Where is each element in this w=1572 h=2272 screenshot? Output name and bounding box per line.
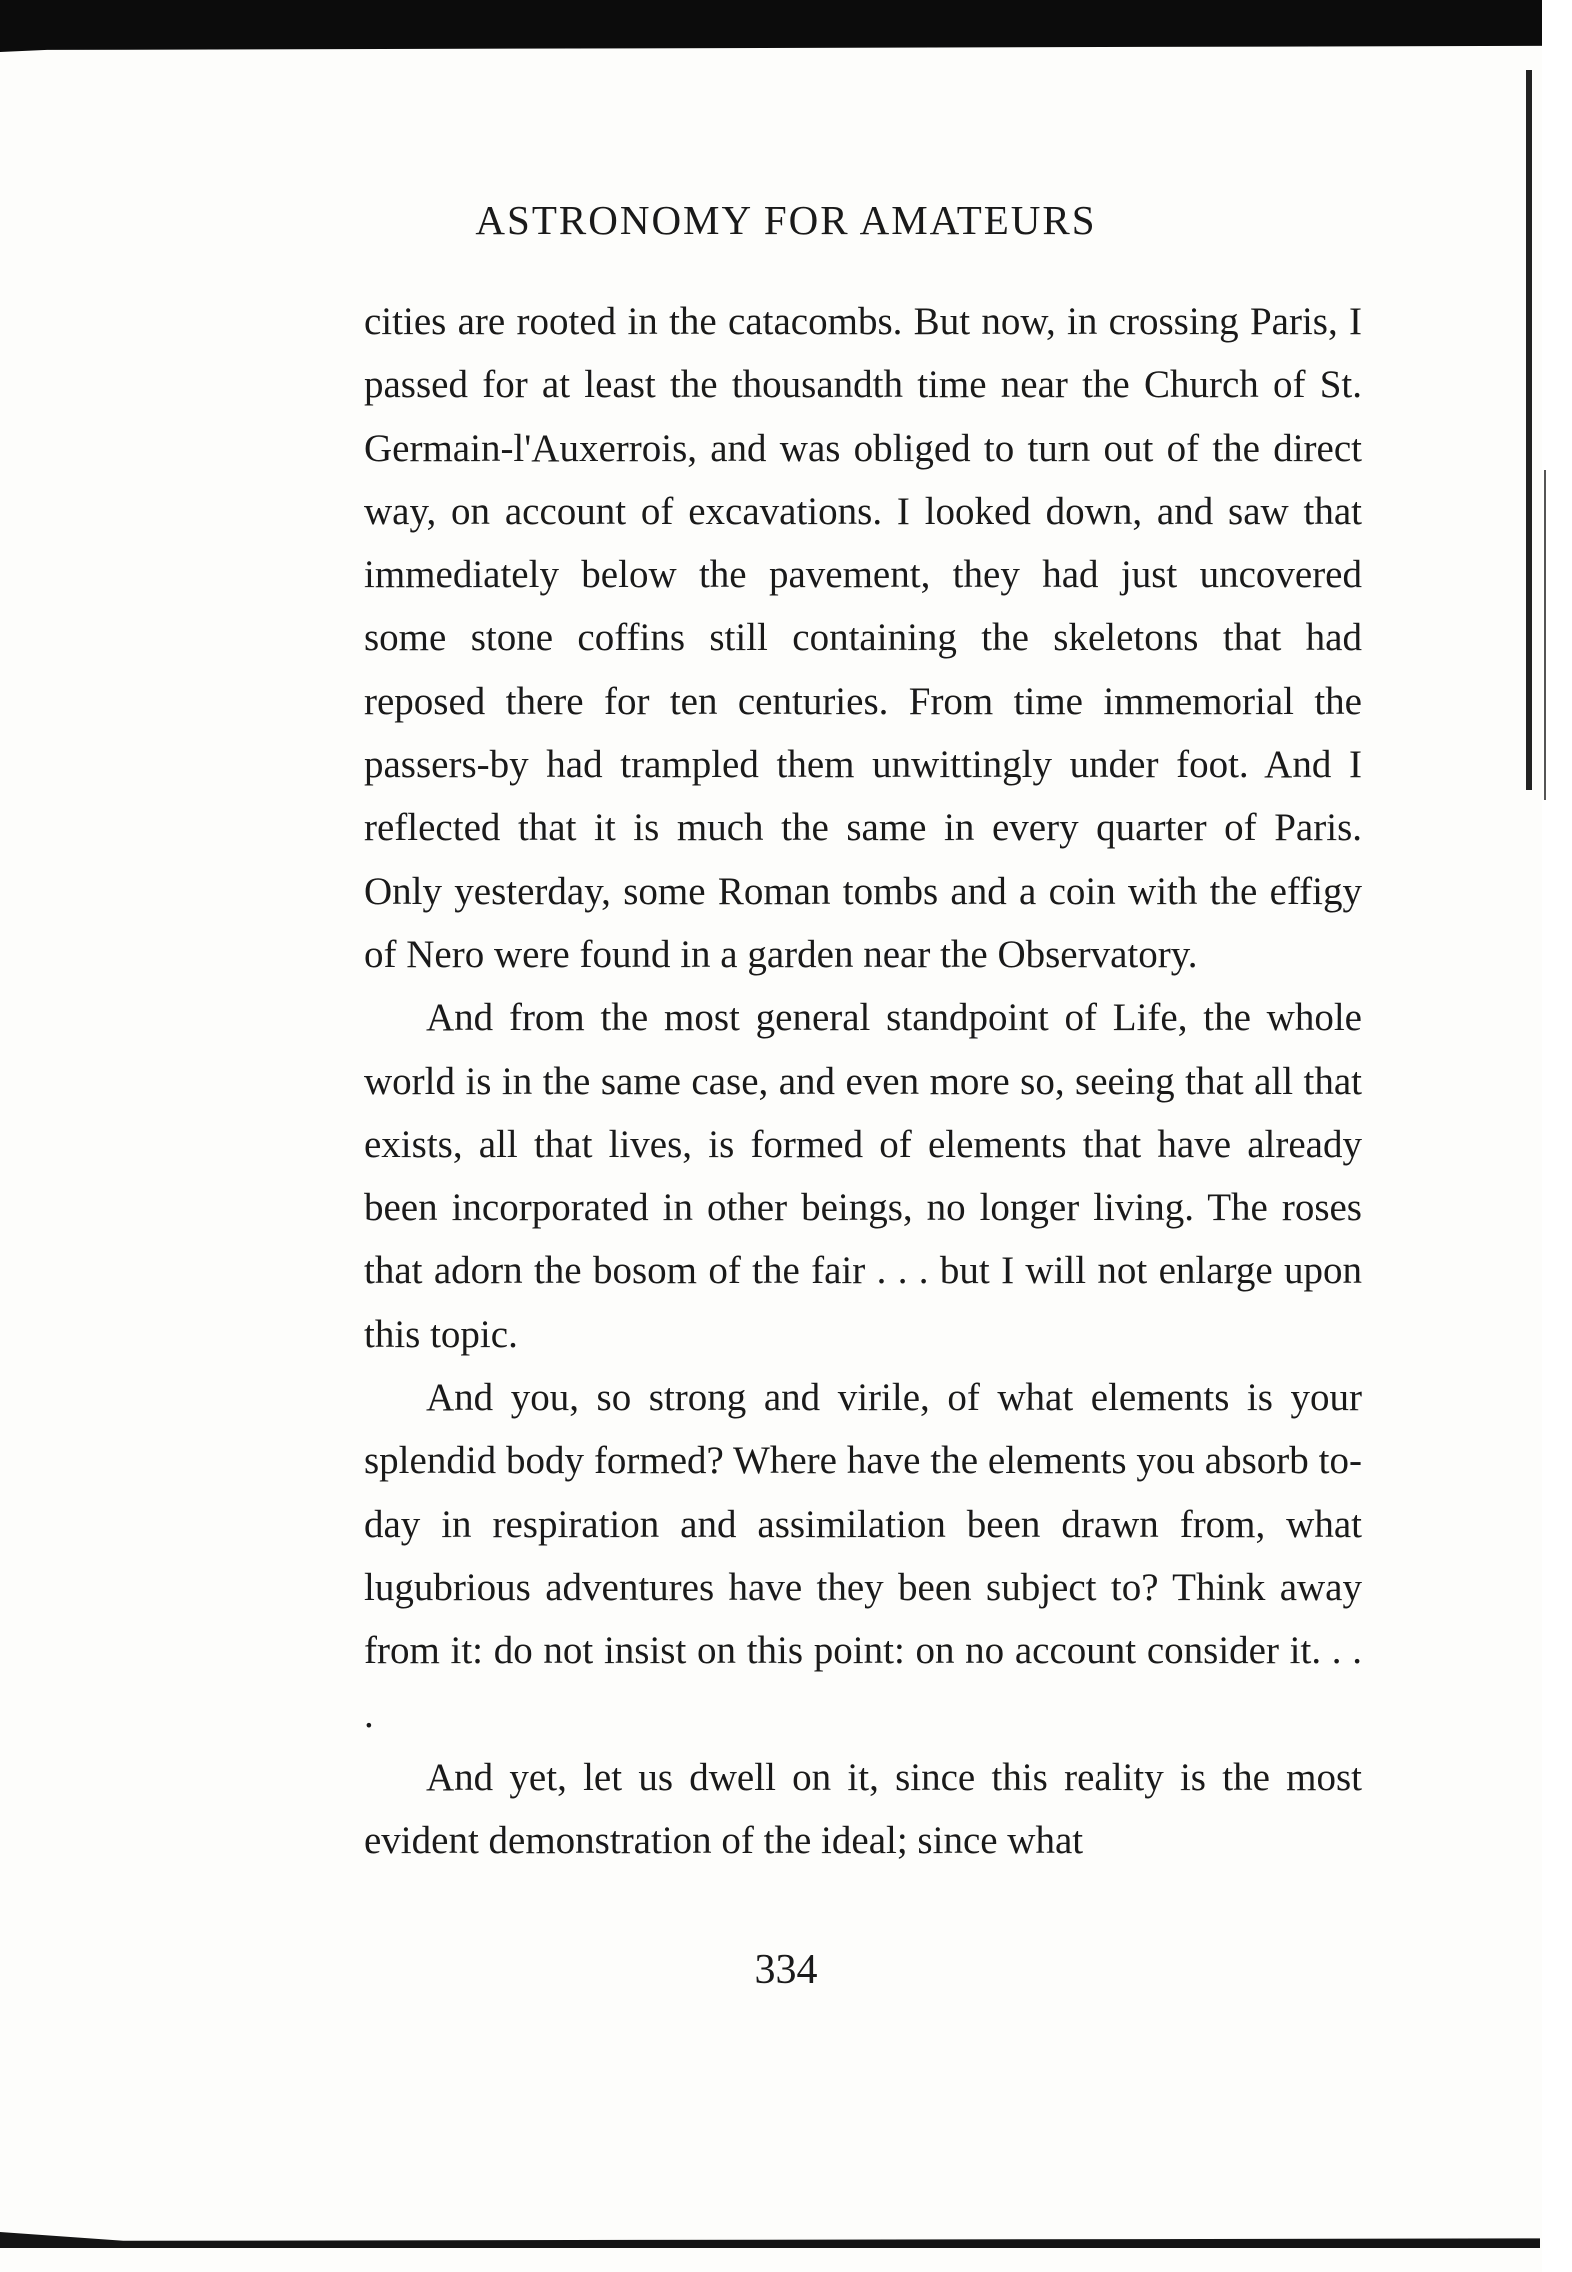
paragraph: And yet, let us dwell on it, since this reality is the most evident demonstration of the ideal; since what xyxy=(364,1755,1362,1863)
page-number: 334 xyxy=(754,1947,818,1993)
scan-edge-mark xyxy=(1526,70,1532,790)
paragraph: And from the most general standpoint of Life, the whole world is in the same case, and even more so, seeing that all that exists, all that lives, is formed of elements that have already been incorporated in other beings, no longer living. The roses that adorn the bosom of the fair . . . but I will not enlarge upon this topic. xyxy=(364,996,1362,1356)
scan-border-bottom xyxy=(0,2232,1540,2248)
paragraph: cities are rooted in the catacombs. But now, in crossing Paris, I passed for at least the thousandth time near the Church of St. Germain-l'Auxerrois, and was obliged to turn out of the direct way, on account of excavations. I looked down, and saw that immediately below the pavement, they had just uncovered some stone coffins still containing the skeletons that had reposed there for ten centuries. From time immemorial the passers-by had trampled them unwittingly under foot. And I reflected that it is much the same in every quarter of Paris. Only yesterday, some Roman tombs and a coin with the effigy of Nero were found in a garden near the Observatory. xyxy=(364,300,1362,976)
paragraph: And you, so strong and virile, of what elements is your splendid body formed? Where have the elements you absorb to-day in respiration and assimilation been drawn from, what lugubrious adventures have they been subject to? Think away from it: do not insist on this point: on no account consider it. . . . xyxy=(364,1376,1362,1736)
running-head: ASTRONOMY FOR AMATEURS xyxy=(475,197,1097,243)
scan-border-top xyxy=(0,0,1572,52)
scan-edge-mark-thin xyxy=(1544,470,1546,800)
scan-border-right xyxy=(1542,0,1572,2272)
body-text xyxy=(364,290,1362,1872)
